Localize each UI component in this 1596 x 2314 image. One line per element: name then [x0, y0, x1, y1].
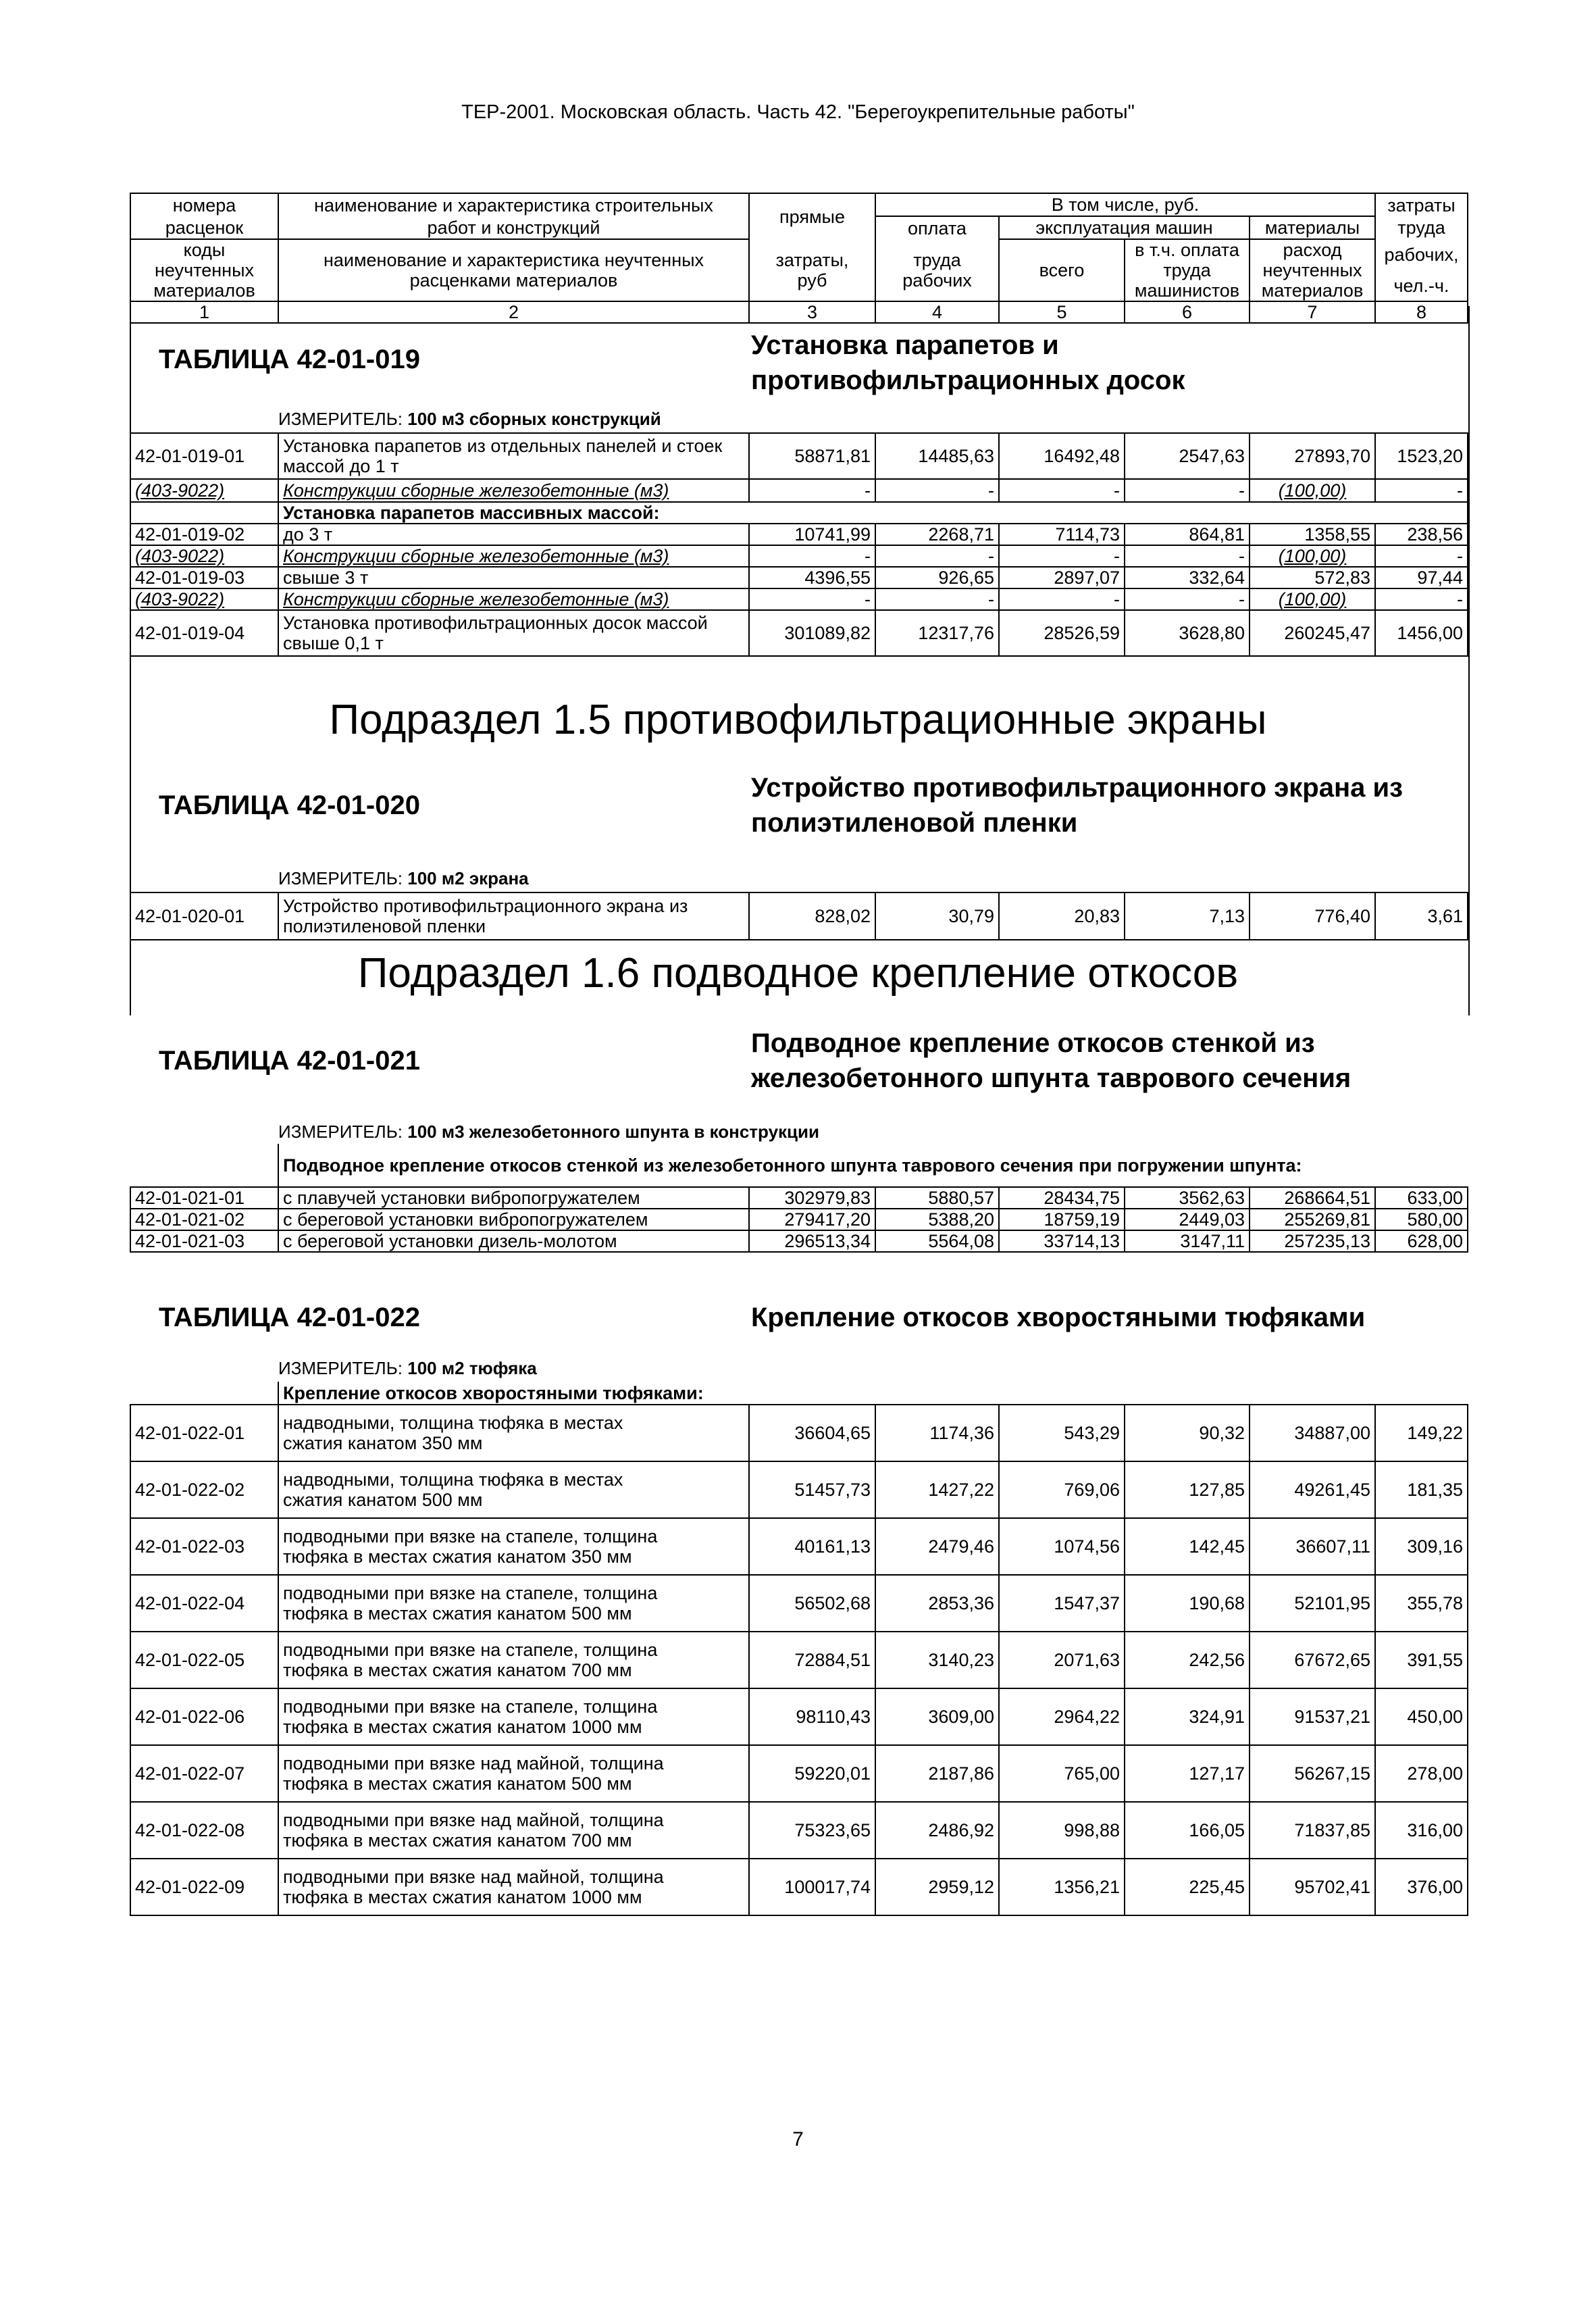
table-row: 42-01-022-07 подводными при вязке над майной, толщина тюфяка в местах сжатия канатом 500 мм 59220,01 2187,86 765,00 127,17 56267,15 278,00 [130, 1745, 1468, 1802]
column-header: номера наименование и характеристика строительных прямые В том числе, руб. затраты расценок работ и конструкций оплата эксплуатация машин материалы труда коды неучтенных материалов наименование и характеристика неучтенных расценками материалов затраты, руб труда рабочих всего в т.ч. оплата труда машинистов расход неучтенных материалов рабочих, чел.-ч. 1 2 3 4 5 6 7 8 [130, 193, 1468, 324]
table-022-label: ТАБЛИЦА 42-01-022 [159, 1303, 420, 1332]
table-019-meter: ИЗМЕРИТЕЛЬ: 100 м3 сборных конструкций [278, 409, 661, 429]
table-row: 42-01-022-04 подводными при вязке на стапеле, толщина тюфяка в местах сжатия канатом 500 мм 56502,68 2853,36 1547,37 190,68 52101,95 355,78 [130, 1575, 1468, 1632]
table-019 [130, 432, 1468, 657]
page-number: 7 [792, 2128, 804, 2150]
table-row: 42-01-022-09 подводными при вязке над майной, толщина тюфяка в местах сжатия канатом 1000 мм 100017,74 2959,12 1356,21 225,45 95702,41 376,00 [130, 1859, 1468, 1915]
table-row: 42-01-021-03 с береговой установки дизель-молотом 296513,34 5564,08 33714,13 3147,11 257235,13 628,00 [130, 1230, 1468, 1252]
incl-header: В том числе, руб. [875, 193, 1375, 216]
table-row: 42-01-022-08 подводными при вязке над майной, толщина тюфяка в местах сжатия канатом 700 мм 75323,65 2486,92 998,88 166,05 71837,85 316,00 [130, 1802, 1468, 1859]
table-row: 42-01-020-01 Устройство противофильтрационного экрана из полиэтиленовой пленки 828,02 30,79 20,83 7,13 776,40 3,61 [130, 892, 1468, 940]
table-row: 42-01-022-01 надводными, толщина тюфяка в местах сжатия канатом 350 мм 36604,65 1174,36 543,29 90,32 34887,00 149,22 [130, 1405, 1468, 1461]
material-row: (403-9022) Конструкции сборные железобетонные (м3) - - - - (100,00) - [130, 545, 1468, 567]
table-022-title: Крепление откосов хворостяными тюфяками [751, 1303, 1366, 1332]
table-020 [130, 892, 1468, 940]
table-row: 42-01-022-06 подводными при вязке на стапеле, толщина тюфяка в местах сжатия канатом 1000 мм 98110,43 3609,00 2964,22 324,91 91537,21 450,00 [130, 1688, 1468, 1745]
column-numbers: 1 2 3 4 5 6 7 8 [130, 301, 1468, 323]
table-row: 42-01-019-04 Установка противофильтрационных досок массой свыше 0,1 т 301089,82 12317,76 28526,59 3628,80 260245,47 1456,00 [130, 610, 1468, 656]
table-020-label: ТАБЛИЦА 42-01-020 [159, 790, 420, 820]
table-row: 42-01-019-03 свыше 3 т 4396,55 926,65 2897,07 332,64 572,83 97,44 [130, 567, 1468, 588]
table-019-title: Установка парапетов и противофильтрационных досок [751, 330, 1185, 395]
table-020-meter: ИЗМЕРИТЕЛЬ: 100 м2 экрана [278, 868, 529, 888]
table-019-label: ТАБЛИЦА 42-01-019 [159, 345, 420, 374]
table-row: 42-01-019-01 Установка парапетов из отдельных панелей и стоек массой до 1 т 58871,81 14485,63 16492,48 2547,63 27893,70 1523,20 [130, 433, 1468, 479]
machines-header: эксплуатация машин [999, 216, 1250, 239]
table-021 [130, 1144, 1468, 1253]
table-row: 42-01-022-03 подводными при вязке на стапеле, толщина тюфяка в местах сжатия канатом 350 мм 40161,13 2479,46 1074,56 142,45 36607,11 309,16 [130, 1518, 1468, 1575]
table-022 [130, 1382, 1468, 1916]
table-021-title: Подводное крепление откосов стенкой из железобетонного шпунта таврового сечения [751, 1028, 1352, 1093]
table-row: 42-01-022-05 подводными при вязке на стапеле, толщина тюфяка в местах сжатия канатом 700 мм 72884,51 3140,23 2071,63 242,56 67672,65 391,55 [130, 1632, 1468, 1688]
group-row: Установка парапетов массивных массой: [130, 502, 1468, 524]
material-row: (403-9022) Конструкции сборные железобетонные (м3) - - - - (100,00) - [130, 479, 1468, 502]
col-codes-header: номера [130, 193, 278, 216]
table-row: 42-01-021-02 с береговой установки вибропогружателем 279417,20 5388,20 18759,19 2449,03 255269,81 580,00 [130, 1209, 1468, 1230]
table-021-meter: ИЗМЕРИТЕЛЬ: 100 м3 железобетонного шпунта в конструкции [278, 1122, 820, 1142]
group-row: Крепление откосов хворостяными тюфяками: [130, 1382, 1468, 1405]
materials-header: материалы [1250, 216, 1375, 239]
page-header: ТЕР-2001. Московская область. Часть 42. "Берегоукрепительные работы" [461, 101, 1135, 123]
table-row: 42-01-022-02 надводными, толщина тюфяка в местах сжатия канатом 500 мм 51457,73 1427,22 769,06 127,85 49261,45 181,35 [130, 1461, 1468, 1518]
group-row: Подводное крепление откосов стенкой из железобетонного шпунта таврового сечения при погружении шпунта: [130, 1144, 1468, 1187]
table-022-meter: ИЗМЕРИТЕЛЬ: 100 м2 тюфяка [278, 1358, 537, 1378]
table-020-title: Устройство противофильтрационного экрана из полиэтиленовой пленки [751, 773, 1403, 838]
table-row: 42-01-019-02 до 3 т 10741,99 2268,71 7114,73 864,81 1358,55 238,56 [130, 524, 1468, 545]
table-row: 42-01-021-01 с плавучей установки вибропогружателем 302979,83 5880,57 28434,75 3562,63 268664,51 633,00 [130, 1187, 1468, 1209]
subsection-1-6: Подраздел 1.6 подводное крепление откосов [357, 950, 1239, 997]
subsection-1-5: Подраздел 1.5 противофильтрационные экраны [329, 697, 1267, 743]
material-row: (403-9022) Конструкции сборные железобетонные (м3) - - - - (100,00) - [130, 588, 1468, 610]
table-021-label: ТАБЛИЦА 42-01-021 [159, 1046, 420, 1076]
